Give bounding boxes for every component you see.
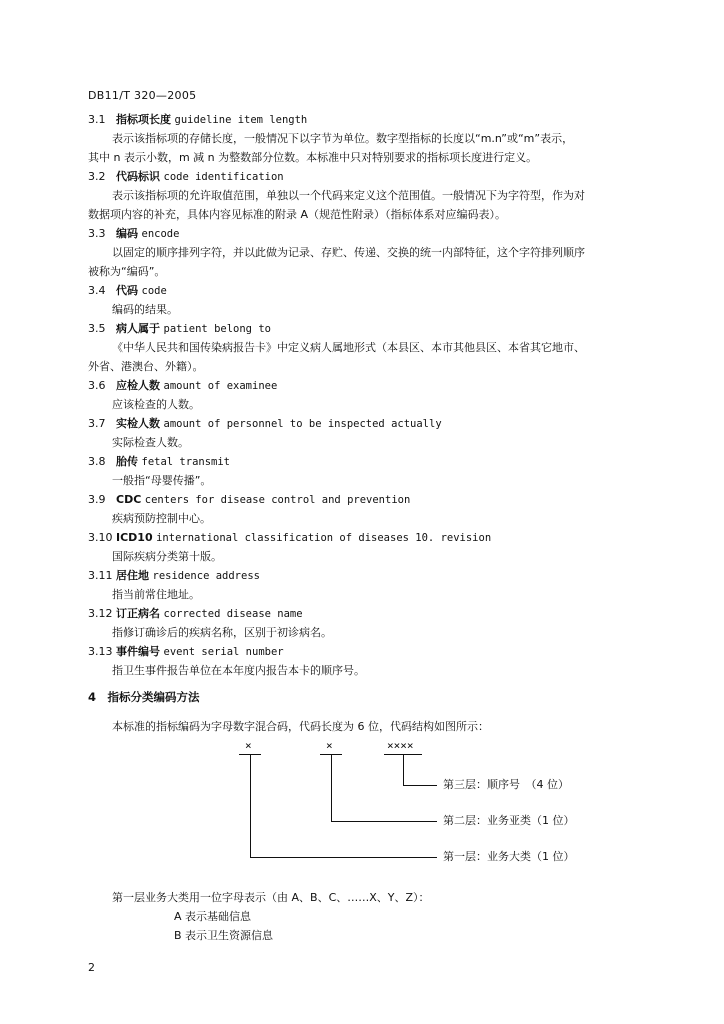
definition-term: 代码 <box>116 284 138 297</box>
definition-text: 指修订确诊后的疾病名称，区别于初诊病名。 <box>112 626 332 639</box>
layer-3-label: 第三层：顺序号 （4 位） <box>443 778 569 791</box>
definition-term: 编码 <box>116 227 138 240</box>
connector-1-v <box>250 754 251 858</box>
definition-heading <box>88 224 658 244</box>
definition-text: 应该检查的人数。 <box>112 398 200 411</box>
definition-text: 其中 n 表示小数，m 减 n 为整数部分位数。本标准中只对特别要求的指标项长度进行定义。 <box>88 151 538 164</box>
definition-heading <box>88 566 658 586</box>
code-mark-2: × <box>326 739 333 752</box>
definition-text: 数据项内容的补充，具体内容见标准的附录 A（规范性附录）（指标体系对应编码表）。 <box>88 208 507 221</box>
definition-term-english: corrected disease name <box>163 608 303 620</box>
definition-text: 编码的结果。 <box>112 303 178 316</box>
definition-text: 《中华人民共和国传染病报告卡》中定义病人属地形式（本县区、本市其他县区、本省其它地市、 <box>112 341 585 354</box>
definition-number: 3.9 <box>88 493 106 506</box>
definition-text: 一般指“母婴传播”。 <box>112 474 212 487</box>
definition-text: 外省、港澳台、外籍）。 <box>88 360 204 373</box>
definition-number: 3.13 <box>88 645 113 658</box>
definition-term: 订正病名 <box>116 607 160 620</box>
definition-term-english: event serial number <box>163 646 284 658</box>
definition-term: 居住地 <box>116 569 149 582</box>
code-mark-3: ×××× <box>387 739 414 752</box>
definition-term: 指标项长度 <box>116 113 171 126</box>
definition-number: 3.5 <box>88 322 106 335</box>
definition-term: ICD10 <box>116 531 153 544</box>
definition-text: 实际检查人数。 <box>112 436 189 449</box>
definition-number: 3.6 <box>88 379 106 392</box>
definition-heading <box>88 452 658 472</box>
section-4-intro: 本标准的指标编码为字母数字混合码，代码长度为 6 位，代码结构如图所示： <box>112 720 489 733</box>
definition-number: 3.1 <box>88 113 106 126</box>
definition-term-english: international classification of diseases 10. revision <box>156 532 492 544</box>
definition-number: 3.11 <box>88 569 113 582</box>
definition-number: 3.2 <box>88 170 106 183</box>
definition-term-english: code identification <box>163 171 284 183</box>
definition-heading <box>88 281 658 301</box>
section-4-heading: 4 指标分类编码方法 <box>88 690 200 704</box>
definition-term: 实检人数 <box>116 417 160 430</box>
definition-heading <box>88 642 658 662</box>
definition-text: 表示该指标项的允许取值范围，单独以一个代码来定义这个范围值。一般情况下为字符型，作为对 <box>112 189 585 202</box>
connector-3-v <box>403 754 404 786</box>
definition-text: 表示该指标项的存储长度，一般情况下以字节为单位。数字型指标的长度以“m.n”或“m”表示， <box>112 132 574 145</box>
definition-term: 应检人数 <box>116 379 160 392</box>
definition-heading <box>88 376 658 396</box>
definition-term-english: centers for disease control and prevention <box>144 494 411 506</box>
definition-text: 国际疾病分类第十版。 <box>112 550 222 563</box>
definition-text: 以固定的顺序排列字符，并以此做为记录、存贮、传递、交换的统一内部特征，这个字符排列顺序 <box>112 246 585 259</box>
definition-term-english: guideline item length <box>174 114 308 126</box>
definition-text: 指当前常住地址。 <box>112 588 200 601</box>
definition-term-english: fetal transmit <box>141 456 231 468</box>
definition-heading <box>88 319 658 339</box>
connector-2-v <box>331 754 332 822</box>
definition-term: 代码标识 <box>116 170 160 183</box>
definition-term: 事件编号 <box>116 645 160 658</box>
definition-term-english: residence address <box>152 570 260 582</box>
definition-term-english: encode <box>141 228 180 240</box>
definition-heading <box>88 604 658 624</box>
page-number: 2 <box>88 961 95 974</box>
definition-term: CDC <box>116 493 142 506</box>
definition-term-english: patient belong to <box>163 323 271 335</box>
document-header: DB11/T 320—2005 <box>88 89 197 102</box>
definition-number: 3.10 <box>88 531 113 544</box>
definition-text: 指卫生事件报告单位在本年度内报告本卡的顺序号。 <box>112 664 365 677</box>
definition-number: 3.8 <box>88 455 106 468</box>
definition-text: 疾病预防控制中心。 <box>112 512 211 525</box>
definition-number: 3.4 <box>88 284 106 297</box>
definition-term-english: amount of examinee <box>163 380 278 392</box>
definition-heading <box>88 110 658 130</box>
item-a: A 表示基础信息 <box>174 910 252 923</box>
code-mark-1: × <box>245 739 252 752</box>
layer-1-description: 第一层业务大类用一位字母表示（由 A、B、C、……X、Y、Z）： <box>112 891 430 904</box>
definition-term: 病人属于 <box>116 322 160 335</box>
definition-heading <box>88 528 658 548</box>
definition-term: 胎传 <box>116 455 138 468</box>
definition-heading <box>88 414 658 434</box>
definition-number: 3.3 <box>88 227 106 240</box>
connector-2-h <box>331 821 437 822</box>
connector-1-h <box>250 857 437 858</box>
definition-heading <box>88 167 658 187</box>
item-b: B 表示卫生资源信息 <box>174 929 274 942</box>
definition-term-english: amount of personnel to be inspected actually <box>163 418 442 430</box>
definition-heading <box>88 490 658 510</box>
definition-text: 被称为“编码”。 <box>88 265 166 278</box>
definition-number: 3.7 <box>88 417 106 430</box>
definition-term-english: code <box>141 285 167 297</box>
connector-3-h <box>403 785 437 786</box>
definition-number: 3.12 <box>88 607 113 620</box>
layer-1-label: 第一层：业务大类（1 位） <box>443 850 575 863</box>
layer-2-label: 第二层：业务亚类（1 位） <box>443 814 575 827</box>
